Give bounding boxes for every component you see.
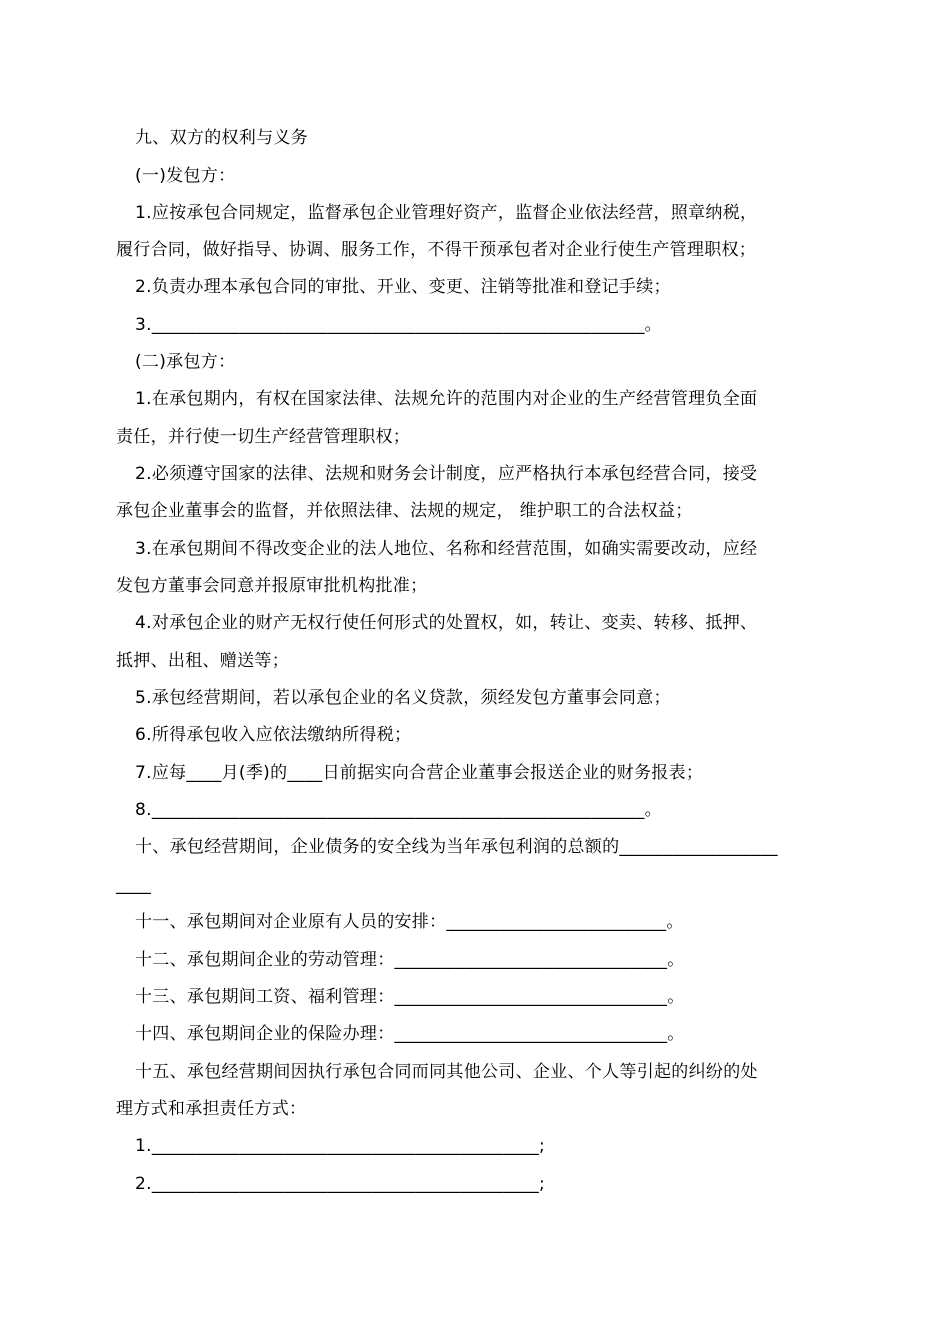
section-heading-14: 十四、承包期间企业的保险办理：_______________________________。 <box>135 1024 685 1044</box>
section-heading-10: 十、承包经营期间，企业债务的安全线为当年承包利润的总额的__________________ <box>135 837 778 857</box>
paragraph-line: 1.应按承包合同规定，监督承包企业管理好资产，监督企业依法经营，照章纳税， <box>135 203 758 223</box>
section-heading-15: 十五、承包经营期间因执行承包合同而同其他公司、企业、个人等引起的纠纷的处 <box>135 1062 758 1082</box>
blank-item-line: 2.____________________________________________; <box>135 1174 546 1194</box>
blank-continuation-line: ____ <box>116 875 152 895</box>
paragraph-line: 发包方董事会同意并报原审批机构批准； <box>116 576 428 596</box>
paragraph-line: 5.承包经营期间，若以承包企业的名义贷款，须经发包方董事会同意； <box>135 688 671 708</box>
paragraph-line: 3.在承包期间不得改变企业的法人地位、名称和经营范围，如确实需要改动，应经 <box>135 539 758 559</box>
paragraph-line: 2.必须遵守国家的法律、法规和财务会计制度，应严格执行本承包经营合同，接受 <box>135 464 758 484</box>
subheading-contractor: (二)承包方： <box>135 352 236 372</box>
paragraph-line: 责任，并行使一切生产经营管理职权； <box>116 427 411 447</box>
paragraph-line: 1.在承包期内，有权在国家法律、法规允许的范围内对企业的生产经营管理负全面 <box>135 389 758 409</box>
paragraph-line: 履行合同，做好指导、协调、服务工作，不得干预承包者对企业行使生产管理职权； <box>116 240 757 260</box>
blank-item-line: 3.________________________________________________________。 <box>135 315 662 335</box>
paragraph-line: 承包企业董事会的监督，并依照法律、法规的规定， 维护职工的合法权益； <box>116 501 693 521</box>
section-heading-11: 十一、承包期间对企业原有人员的安排：_________________________。 <box>135 912 684 932</box>
section-heading-13: 十三、承包期间工资、福利管理：_______________________________。 <box>135 987 685 1007</box>
section-heading-12: 十二、承包期间企业的劳动管理：_______________________________。 <box>135 950 685 970</box>
section-heading-9: 九、双方的权利与义务 <box>135 128 308 148</box>
paragraph-line: 抵押、出租、赠送等； <box>116 651 289 671</box>
paragraph-line: 理方式和承担责任方式： <box>116 1099 307 1119</box>
paragraph-line: 4.对承包企业的财产无权行使任何形式的处置权，如，转让、变卖、转移、抵押、 <box>135 613 758 633</box>
paragraph-line: 6.所得承包收入应依法缴纳所得税； <box>135 725 412 745</box>
paragraph-line: 7.应每____月(季)的____日前据实向合营企业董事会报送企业的财务报表； <box>135 763 704 783</box>
subheading-employer: (一)发包方： <box>135 166 236 186</box>
blank-item-line: 8.________________________________________________________。 <box>135 800 662 820</box>
blank-item-line: 1.____________________________________________; <box>135 1136 546 1156</box>
paragraph-line: 2.负责办理本承包合同的审批、开业、变更、注销等批准和登记手续； <box>135 277 671 297</box>
